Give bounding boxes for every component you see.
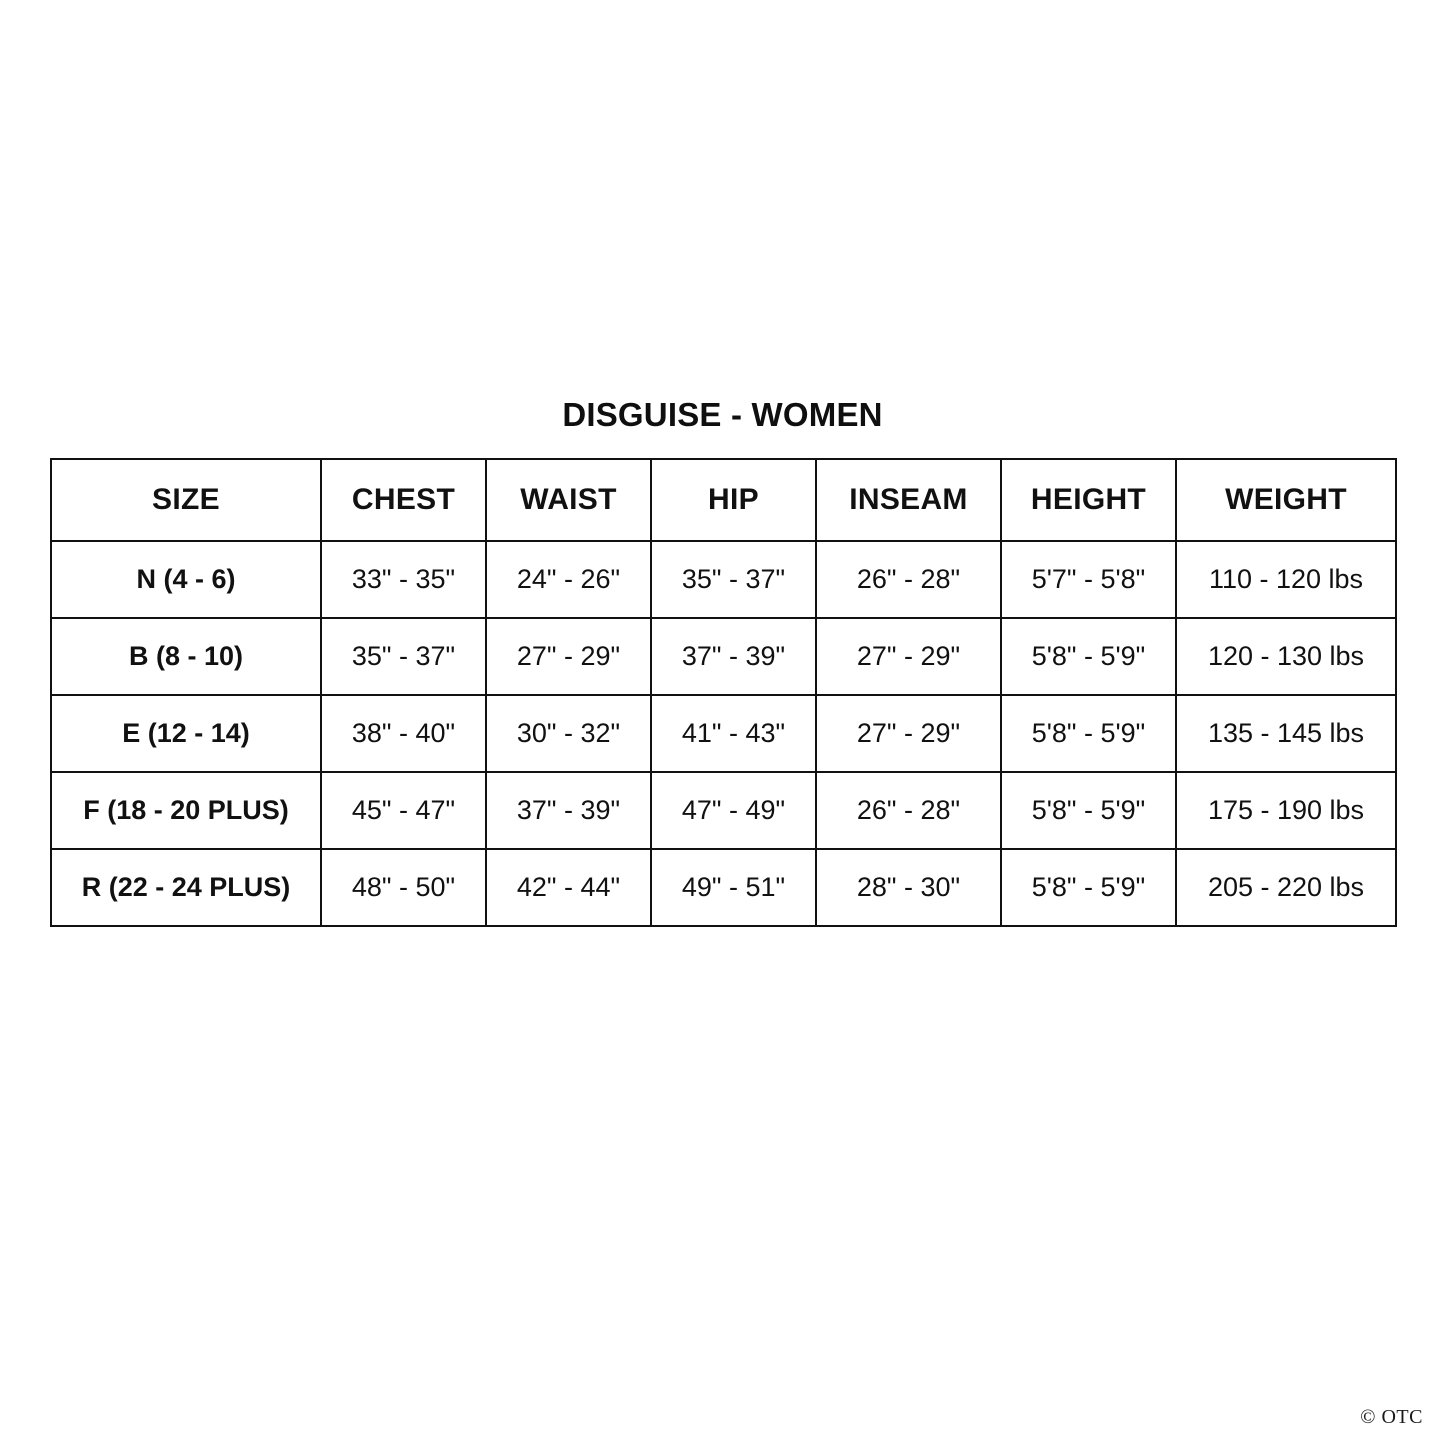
cell-size: F (18 - 20 PLUS) bbox=[51, 772, 321, 849]
cell-height: 5'8" - 5'9" bbox=[1001, 849, 1176, 926]
page-title: DISGUISE - WOMEN bbox=[562, 396, 883, 433]
table-row bbox=[51, 695, 1396, 772]
cell-chest: 33" - 35" bbox=[321, 541, 486, 618]
cell-height: 5'8" - 5'9" bbox=[1001, 695, 1176, 772]
cell-hip: 49" - 51" bbox=[651, 849, 816, 926]
cell-waist: 37" - 39" bbox=[486, 772, 651, 849]
column-header-size: SIZE bbox=[51, 459, 321, 541]
cell-height: 5'8" - 5'9" bbox=[1001, 772, 1176, 849]
cell-size: N (4 - 6) bbox=[51, 541, 321, 618]
column-header-weight: WEIGHT bbox=[1176, 459, 1396, 541]
cell-hip: 35" - 37" bbox=[651, 541, 816, 618]
cell-size: R (22 - 24 PLUS) bbox=[51, 849, 321, 926]
cell-height: 5'7" - 5'8" bbox=[1001, 541, 1176, 618]
cell-inseam: 28" - 30" bbox=[816, 849, 1001, 926]
column-header-chest: CHEST bbox=[321, 459, 486, 541]
cell-waist: 27" - 29" bbox=[486, 618, 651, 695]
cell-chest: 38" - 40" bbox=[321, 695, 486, 772]
column-header-hip: HIP bbox=[651, 459, 816, 541]
table-row bbox=[51, 541, 1396, 618]
cell-hip: 47" - 49" bbox=[651, 772, 816, 849]
cell-chest: 48" - 50" bbox=[321, 849, 486, 926]
cell-size: B (8 - 10) bbox=[51, 618, 321, 695]
cell-height: 5'8" - 5'9" bbox=[1001, 618, 1176, 695]
cell-waist: 30" - 32" bbox=[486, 695, 651, 772]
cell-chest: 45" - 47" bbox=[321, 772, 486, 849]
cell-inseam: 27" - 29" bbox=[816, 618, 1001, 695]
table-header-row bbox=[51, 459, 1396, 541]
cell-inseam: 26" - 28" bbox=[816, 541, 1001, 618]
cell-weight: 175 - 190 lbs bbox=[1176, 772, 1396, 849]
column-header-height: HEIGHT bbox=[1001, 459, 1176, 541]
cell-inseam: 27" - 29" bbox=[816, 695, 1001, 772]
cell-hip: 37" - 39" bbox=[651, 618, 816, 695]
column-header-inseam: INSEAM bbox=[816, 459, 1001, 541]
cell-size: E (12 - 14) bbox=[51, 695, 321, 772]
cell-weight: 205 - 220 lbs bbox=[1176, 849, 1396, 926]
cell-weight: 110 - 120 lbs bbox=[1176, 541, 1396, 618]
cell-hip: 41" - 43" bbox=[651, 695, 816, 772]
column-header-waist: WAIST bbox=[486, 459, 651, 541]
watermark: © OTC bbox=[1360, 1406, 1423, 1428]
size-chart-table bbox=[50, 458, 1397, 927]
cell-waist: 42" - 44" bbox=[486, 849, 651, 926]
cell-weight: 120 - 130 lbs bbox=[1176, 618, 1396, 695]
cell-waist: 24" - 26" bbox=[486, 541, 651, 618]
table-row bbox=[51, 772, 1396, 849]
size-chart-table-wrapper bbox=[50, 458, 1395, 927]
cell-weight: 135 - 145 lbs bbox=[1176, 695, 1396, 772]
table-row bbox=[51, 849, 1396, 926]
cell-inseam: 26" - 28" bbox=[816, 772, 1001, 849]
cell-chest: 35" - 37" bbox=[321, 618, 486, 695]
table-row bbox=[51, 618, 1396, 695]
